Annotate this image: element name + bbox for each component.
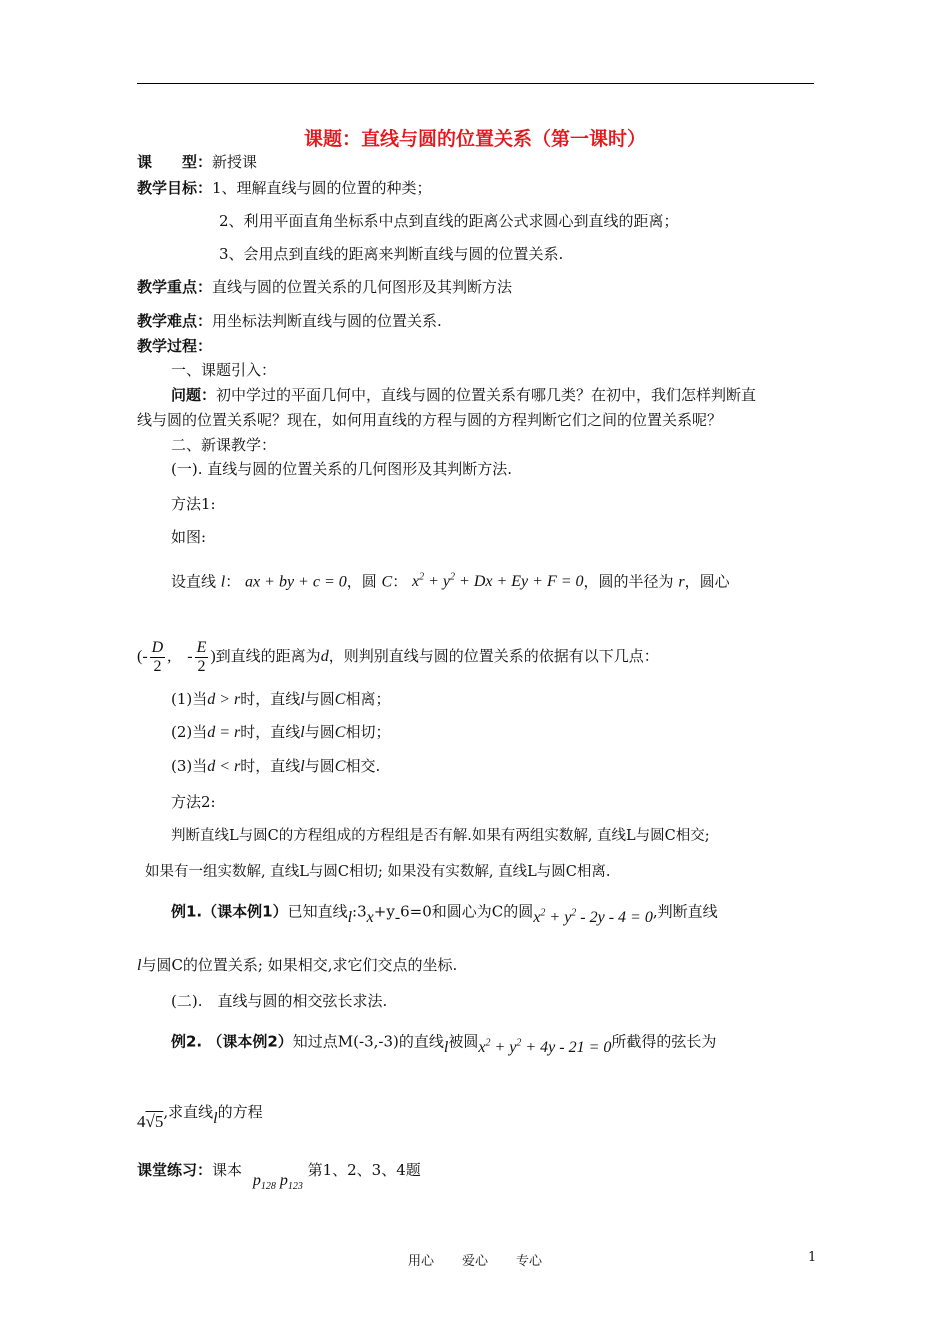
line-symbol: l: [347, 909, 353, 927]
example-text: 所截得的弦长为: [611, 1032, 717, 1051]
exponent: 2: [419, 572, 425, 583]
key-point-row: [137, 277, 512, 297]
circle-symbol: C: [334, 724, 346, 741]
example-text: ,求直线: [163, 1103, 214, 1121]
page-number: 1: [808, 1250, 817, 1265]
case-condition: d < r: [207, 758, 241, 775]
difficulty-value: 用坐标法判断直线与圆的位置关系.: [212, 312, 442, 330]
question-text: 初中学过的平面几何中，直线与圆的位置关系有哪几类？在初中，我们怎样判断直: [216, 386, 757, 404]
example2-label: 例2. （课本例2）: [171, 1032, 293, 1051]
footer-text: 专心: [516, 1254, 543, 1269]
new-lesson-heading: 二、新课教学：: [171, 436, 277, 454]
page-subscript: 123: [287, 1181, 303, 1193]
variable-x: x: [366, 909, 374, 927]
case-condition: d > r: [207, 691, 241, 708]
example1-label: 例1.（课本例1）: [171, 902, 288, 921]
method2-text-line-1: 判断直线L与圆C的方程组成的方程组是否有解.如果有两组实数解, 直线L与圆C相交;: [171, 828, 710, 844]
eq-term: + y: [490, 1039, 517, 1057]
process-label: 教学过程：: [137, 337, 213, 355]
case-item: [171, 722, 390, 743]
goal-item: 2、利用平面直角坐标系中点到直线的距离公式求圆心到直线的距离；: [219, 212, 679, 230]
exponent: 2: [516, 1038, 522, 1049]
fraction-numerator: D: [151, 638, 164, 656]
eq-term: - 2y - 4 = 0: [576, 909, 653, 927]
case-item: [171, 756, 380, 777]
example-text: 6=0和圆心为C的圆: [400, 902, 534, 921]
setup-colon: ：: [225, 572, 241, 591]
eq-term: + 4y - 21 = 0: [521, 1039, 612, 1057]
goals-label: 教学目标：: [137, 179, 213, 197]
example-text: 已知直线: [287, 902, 348, 921]
line-symbol: l: [300, 691, 305, 708]
example-text: 被圆: [448, 1032, 479, 1051]
center-close: ): [210, 648, 216, 665]
setup-text: ，圆: [346, 572, 377, 591]
eq-term: x: [412, 573, 420, 591]
eq-term: x: [533, 909, 541, 927]
case-item: [171, 689, 390, 710]
example1-line-2: [137, 955, 457, 976]
exponent: 2: [540, 908, 546, 919]
method2-text-line-2: 如果有一组实数解, 直线L与圆C相切; 如果没有实数解, 直线L与圆C相离.: [145, 864, 611, 880]
minus-sign: -: [394, 909, 401, 927]
eq-term: + y: [545, 909, 572, 927]
case-text: 相切；: [345, 723, 391, 741]
part2-heading: (二). 直线与圆的相交弦长求法.: [171, 992, 388, 1010]
example-text: 知过点M(-3,-3)的直线: [292, 1032, 444, 1051]
example-text: :3: [352, 902, 367, 921]
example2-line-1: [171, 1028, 717, 1057]
course-type-label: 课 型：: [137, 153, 213, 171]
practice-text: 第1、2、3、4题: [307, 1161, 421, 1179]
example-text: 与圆C的位置关系; 如果相交,求它们交点的坐标.: [141, 956, 458, 974]
circle-equation: [478, 1039, 611, 1056]
eq-term: + Dx + Ey + F = 0: [455, 573, 584, 591]
circle-symbol: C: [381, 573, 393, 591]
line-symbol: l: [300, 758, 305, 775]
coefficient: 4: [137, 1112, 146, 1131]
method1-label: 方法1:: [171, 495, 216, 513]
goal-item: 3、会用点到直线的距离来判断直线与圆的位置关系.: [219, 245, 564, 263]
page-symbol: p: [252, 1172, 261, 1189]
practice-label: 课堂练习：: [137, 1161, 213, 1179]
circle-symbol: C: [334, 691, 346, 708]
example2-line-2: [137, 1102, 263, 1131]
exponent: 2: [571, 908, 577, 919]
fraction-denominator: 2: [153, 657, 162, 675]
footer-text: 爱心: [461, 1254, 488, 1269]
center-open: (-: [137, 648, 148, 665]
fraction-denominator: 2: [197, 657, 206, 675]
case-condition: d = r: [207, 724, 241, 741]
question-label: 问题：: [171, 386, 217, 404]
example-text: +y: [373, 902, 395, 921]
key-point-label: 教学重点：: [137, 278, 213, 296]
case-text: 与圆: [304, 723, 335, 741]
page-symbol: p: [279, 1172, 288, 1189]
intro-heading: 一、课题引入：: [171, 361, 277, 379]
center-text: 到直线的距离为: [215, 647, 321, 665]
difficulty-label: 教学难点：: [137, 312, 213, 330]
line-symbol: l: [300, 724, 305, 741]
example-text: 的方程: [217, 1103, 263, 1121]
case-text: 相离；: [345, 690, 391, 708]
line-symbol: l: [137, 957, 142, 974]
practice-row: [137, 1160, 421, 1193]
exponent: 2: [450, 572, 456, 583]
example-text: ,判断直线: [652, 902, 718, 921]
setup-line: [171, 568, 730, 592]
header-rule: [137, 83, 814, 84]
case-num: (1)当: [171, 690, 208, 708]
circle-equation: [412, 573, 584, 590]
sqrt-five: √5: [145, 1112, 164, 1131]
radius-symbol: r: [678, 573, 685, 591]
center-comma: , -: [167, 648, 193, 665]
goal-item: 1、理解直线与圆的位置的种类；: [212, 179, 432, 197]
line-symbol: l: [213, 1110, 218, 1127]
as-figure-label: 如图:: [171, 528, 207, 546]
practice-text: 课本: [212, 1161, 243, 1179]
question-line-1: [171, 385, 756, 405]
method2-label: 方法2:: [171, 793, 216, 811]
line-equation: ax + by + c = 0: [245, 573, 347, 591]
fraction-numerator: E: [196, 638, 207, 656]
eq-term: x: [478, 1039, 486, 1057]
center-text: ，则判别直线与圆的位置关系的依据有以下几点：: [328, 647, 659, 665]
page-ref: [279, 1172, 303, 1193]
key-point-value: 直线与圆的位置关系的几何图形及其判断方法: [212, 278, 513, 296]
circle-symbol: C: [334, 758, 346, 775]
case-text: 与圆: [304, 757, 335, 775]
case-num: (3)当: [171, 757, 208, 775]
fraction-d-over-2: [150, 639, 166, 676]
case-text: 相交.: [345, 757, 381, 775]
exponent: 2: [485, 1038, 491, 1049]
course-type-row: [137, 152, 257, 172]
case-text: 时，直线: [240, 723, 301, 741]
goals-row: [137, 178, 432, 198]
case-text: 时，直线: [240, 757, 301, 775]
line-symbol: l: [443, 1039, 449, 1057]
page-title: 课题：直线与圆的位置关系（第一课时）: [303, 128, 646, 150]
eq-term: + y: [424, 573, 451, 591]
course-type-value: 新授课: [212, 153, 258, 171]
footer-text: 用心: [407, 1254, 434, 1269]
part1-heading: (一). 直线与圆的位置关系的几何图形及其判断方法.: [171, 460, 513, 478]
line-symbol: l: [220, 573, 226, 591]
center-line: [137, 636, 659, 677]
example1-line-1: [171, 898, 718, 927]
circle-equation: [533, 909, 653, 926]
question-line-2: 线与圆的位置关系呢？现在，如何用直线的方程与圆的方程判断它们之间的位置关系呢？: [137, 411, 723, 429]
setup-colon: ：: [392, 572, 408, 591]
case-text: 时，直线: [240, 690, 301, 708]
setup-text: ，圆心: [684, 572, 730, 591]
page-ref: [252, 1172, 276, 1193]
setup-text: 设直线: [171, 572, 217, 591]
fraction-e-over-2: [195, 639, 209, 676]
distance-symbol: d: [320, 648, 329, 665]
difficulty-row: [137, 311, 442, 331]
page-subscript: 128: [260, 1181, 276, 1193]
case-text: 与圆: [304, 690, 335, 708]
case-num: (2)当: [171, 723, 208, 741]
setup-text: ，圆的半径为: [583, 572, 674, 591]
